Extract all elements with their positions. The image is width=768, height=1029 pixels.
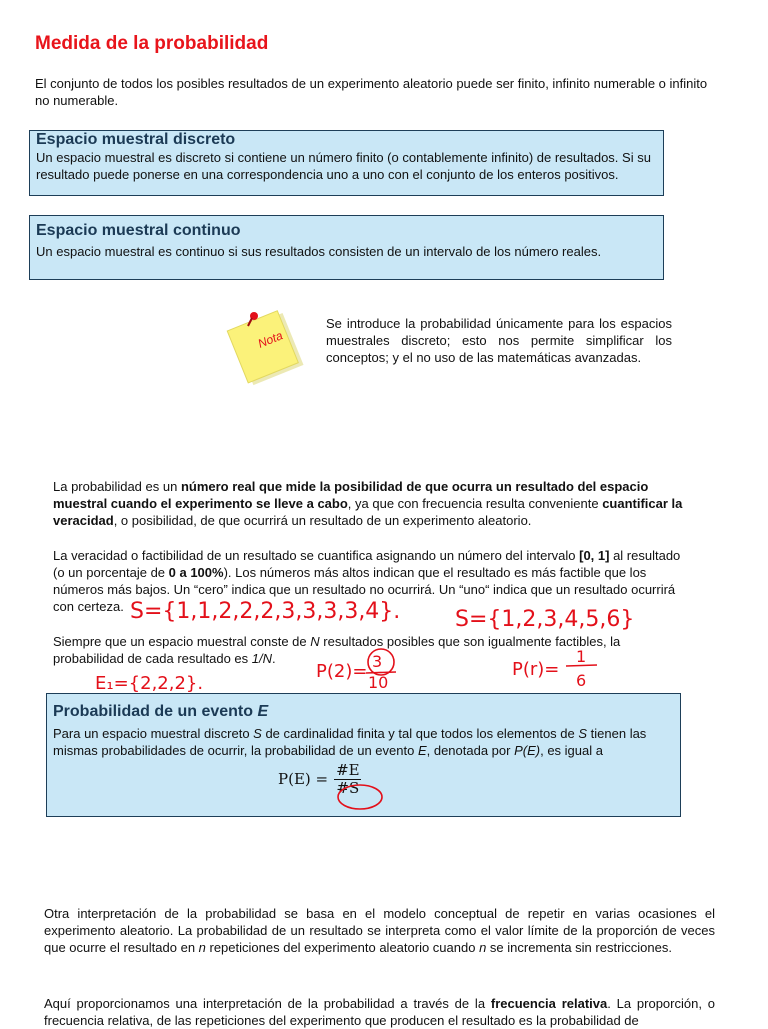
sticky-note-icon xyxy=(222,302,308,388)
handwritten-event: E₁={2,2,2}. xyxy=(95,673,204,694)
veracity-paragraph: La veracidad o factibilidad de un resultado se cuantifica asignando un número del intervalo [0, 1] al resultado (o un porcentaje de 0 a 100%). Los números más altos indican que el resultado es más factible que los números más bajos. Un “cero” indica que un resultado no ocurrirá. Un “uno“ indica que un resultado ocurrirá con certeza. xyxy=(53,548,681,614)
formula-numerator: #E xyxy=(336,761,360,779)
event-probability-box xyxy=(46,693,681,817)
intro-paragraph: El conjunto de todos los posibles resultados de un experimento aleatorio puede ser finito, infinito numerable o infinito no numerable. xyxy=(35,76,708,108)
discrete-sample-space-box xyxy=(29,130,664,196)
fraction-bar-p2 xyxy=(366,672,396,673)
formula-lhs: P(E) = xyxy=(278,770,329,788)
handwritten-p2-numerator: 3 xyxy=(372,652,383,671)
note-sticker-label: Nota xyxy=(255,328,285,351)
handwritten-pr-numerator: 1 xyxy=(576,647,587,666)
event-probability-formula xyxy=(278,762,362,797)
relative-frequency-paragraph: Aquí proporcionamos una interpretación de la probabilidad a través de la frecuencia relativa. La proporción, o frecuencia relativa, de las repeticiones del experimento que producen el resultado es la probabilidad de xyxy=(44,996,715,1028)
event-box-heading: Probabilidad de un evento E xyxy=(53,703,269,720)
discrete-box-heading: Espacio muestral discreto xyxy=(36,131,236,148)
continuous-box-heading: Espacio muestral continuo xyxy=(36,222,241,239)
note-text: Se introduce la probabilidad únicamente para los espacios muestrales discreto; esto nos permite simplificar los conceptos; y el no uso de las matemáticas avanzadas. xyxy=(326,316,672,365)
formula-denominator: #S xyxy=(336,779,360,797)
handwritten-pr: P(r)= xyxy=(512,659,560,680)
equally-likely-paragraph: Siempre que un espacio muestral conste de N resultados posibles que son igualmente factibles, la probabilidad de cada resultado es 1/N. xyxy=(53,634,621,666)
handwritten-set-1: S={1,1,2,2,2,3,3,3,3,4}. xyxy=(130,599,401,624)
note-sticker xyxy=(222,302,308,388)
handwritten-pr-denominator: 6 xyxy=(576,671,587,690)
limit-interpretation-paragraph: Otra interpretación de la probabilidad se basa en el modelo conceptual de repetir en varias ocasiones el experimento aleatorio. La probabilidad de un resultado se interpreta como el valor límite de la proporción de veces que ocurre el resultado en n repeticiones del experimento aleatorio cuando n se incrementa sin restricciones. xyxy=(44,906,715,955)
continuous-sample-space-box xyxy=(29,215,664,280)
handwritten-set-2: S={1,2,3,4,5,6} xyxy=(455,607,635,632)
handwritten-p2: P(2)= xyxy=(316,661,368,682)
continuous-box-text: Un espacio muestral es continuo si sus resultados consisten de un intervalo de los número reales. xyxy=(36,244,602,259)
handwritten-p2-denominator: 10 xyxy=(368,673,389,692)
discrete-box-text: Un espacio muestral es discreto si contiene un número finito (o contablemente infinito) de resultados. Si su resultado puede ponerse en una correspondencia uno a uno con el conjunto de los enteros positivos. xyxy=(36,150,651,182)
probability-definition-paragraph: La probabilidad es un número real que mide la posibilidad de que ocurra un resultado del espacio muestral cuando el experimento se lleve a cabo, ya que con frecuencia resulta conveniente cuantificar la veracidad, o posibilidad, de que ocurrirá un resultado de un experimento aleatorio. xyxy=(53,479,683,528)
page-title: Medida de la probabilidad xyxy=(35,33,269,54)
event-box-text: Para un espacio muestral discreto S de cardinalidad finita y tal que todos los elementos de S tienen las mismas probabilidades de ocurrir, la probabilidad de un evento E, denotada por P(E), es igual a xyxy=(53,726,647,758)
